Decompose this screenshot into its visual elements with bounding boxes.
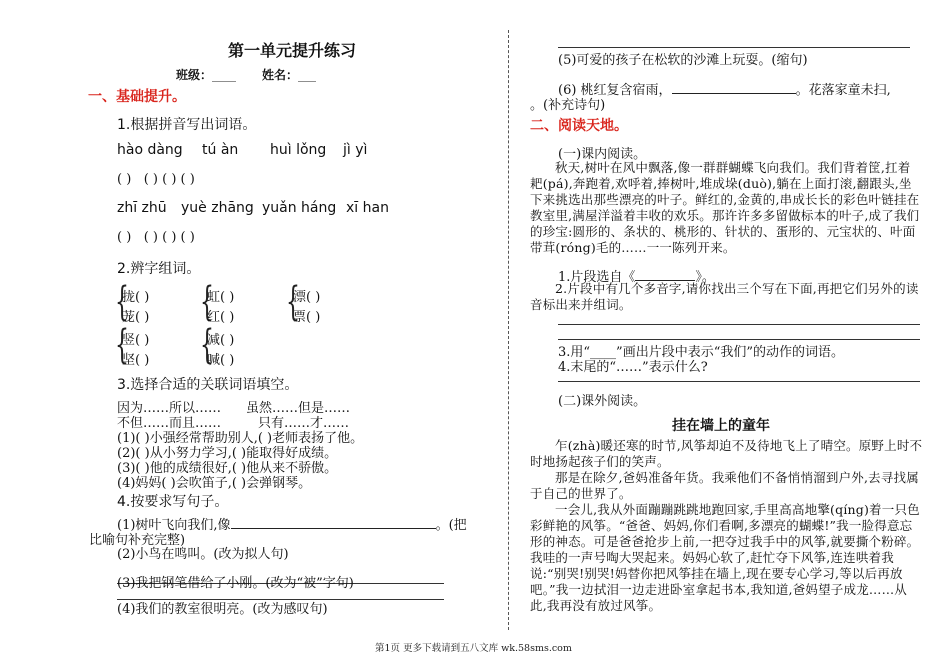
brace-icon: { bbox=[200, 322, 214, 368]
pinyin-item: jì yì bbox=[343, 142, 368, 158]
pinyin-item: tú àn bbox=[202, 142, 239, 158]
answer-line[interactable] bbox=[558, 47, 910, 48]
section-reading-heading: 二、阅读天地。 bbox=[530, 118, 628, 134]
brace-icon: { bbox=[286, 279, 300, 325]
passage-q4: 4.末尾的“……”表示什么? bbox=[558, 360, 708, 375]
brace-icon: { bbox=[115, 322, 129, 368]
page-title: 第一单元提升练习 bbox=[228, 41, 357, 60]
conjunction-option: 虽然……但是…… bbox=[246, 401, 351, 416]
passage-q3: 3.用“____”画出片段中表示“我们”的动作的词语。 bbox=[558, 345, 844, 360]
class-field bbox=[176, 66, 236, 83]
char-pair-top[interactable]: 减( ) bbox=[207, 333, 235, 348]
class-label: 班级： bbox=[176, 68, 213, 82]
q3-prompt: 3.选择合适的关联词语填空。 bbox=[117, 377, 299, 393]
answer-paren[interactable]: ( ) bbox=[117, 230, 132, 245]
story-paragraph: 那是在除夕,爸妈准备年货。我乘他们不备悄悄溜到户外,去寻找属于自己的世界了。 bbox=[530, 470, 919, 501]
class-blank: ____ bbox=[212, 68, 237, 82]
answer-line[interactable] bbox=[231, 516, 436, 529]
brace-icon: { bbox=[115, 279, 129, 325]
q2-prompt: 2.辨字组词。 bbox=[117, 261, 201, 277]
story-paragraph: 乍(zhà)暖还寒的时节,风筝却迫不及待地飞上了晴空。原野上时不时地扬起孩子们的笑声。 bbox=[530, 438, 923, 469]
sentence-task-text: (1)树叶飞向我们,像 bbox=[117, 518, 231, 533]
answer-paren[interactable]: ( ) bbox=[162, 230, 177, 245]
answer-paren[interactable]: ( ) bbox=[180, 230, 195, 245]
char-pair-bottom[interactable]: 喊( ) bbox=[207, 353, 235, 368]
passage-q2: 2.片段中有几个多音字,请你找出三个写在下面,再把它们另外的读音标出来并组词。 bbox=[530, 281, 919, 312]
pinyin-item: xī han bbox=[346, 200, 389, 216]
answer-line[interactable] bbox=[558, 324, 920, 325]
task-r5: (5)可爱的孩子在松软的沙滩上玩耍。(缩句) bbox=[558, 53, 808, 68]
name-label: 姓名： bbox=[262, 68, 299, 82]
section-basics-heading: 一、基础提升。 bbox=[88, 89, 186, 105]
sentence-task-3: (3)我把钢笔借给了小刚。(改为“被”字句) bbox=[117, 576, 354, 591]
part2-label: (二)课外阅读。 bbox=[558, 394, 647, 409]
answer-line[interactable] bbox=[672, 81, 796, 94]
sentence-task-2: (2)小鸟在鸣叫。(改为拟人句) bbox=[117, 547, 289, 562]
brace-icon: { bbox=[200, 279, 214, 325]
char-pair-bottom[interactable]: 茏( ) bbox=[122, 310, 150, 325]
answer-paren[interactable]: ( ) bbox=[143, 172, 158, 187]
char-pair-top[interactable]: 漂( ) bbox=[293, 290, 321, 305]
question-text: 》。 bbox=[695, 270, 715, 285]
poem-text: 。花落家童未扫, bbox=[795, 83, 891, 98]
pinyin-item: huì lǒng bbox=[270, 142, 327, 158]
story-title: 挂在墙上的童年 bbox=[672, 418, 770, 434]
char-pair-bottom[interactable]: 票( ) bbox=[293, 310, 321, 325]
pinyin-item: yuǎn háng bbox=[262, 200, 337, 216]
page-footer: 第1页 更多下载请到五八文库 wk.58sms.com bbox=[375, 643, 572, 654]
answer-parens-row-1[interactable] bbox=[117, 172, 195, 187]
story-paragraph: 一会儿,我从外面蹦蹦跳跳地跑回家,手里高高地擎(qíng)着一只色彩鲜艳的风筝。“爸爸、妈妈,你们看啊,多漂亮的蝴蝶!”我一脸得意忘形的神态。可是爸爸抢步上前,一把夺过我手中的风筝,就要撕个粉碎。我哇的一声号啕大哭起来。妈妈心软了,赶忙夺下风筝,连连哄着我说:“别哭!别哭!妈替你把风筝挂在墙上,现在要专心学习,等以后再放吧。”我一边拭泪一边走进卧室拿起书本,我知道,爸妈望子成龙……从此,我再没有放过风筝。 bbox=[530, 502, 920, 613]
sentence-task-text: 。(把 bbox=[435, 518, 467, 533]
fill-sentence[interactable]: (1)( )小强经常帮助别人,( )老师表扬了他。 bbox=[117, 431, 364, 446]
answer-paren[interactable]: ( ) bbox=[162, 172, 177, 187]
question-text: 1.片段选自《 bbox=[558, 270, 636, 285]
answer-paren[interactable]: ( ) bbox=[117, 172, 132, 187]
conjunction-option: 因为……所以…… bbox=[117, 401, 222, 416]
answer-line[interactable] bbox=[635, 268, 695, 281]
answer-line[interactable] bbox=[558, 381, 920, 382]
pinyin-item: zhī zhū bbox=[117, 200, 167, 216]
q1-prompt: 1.根据拼音写出词语。 bbox=[117, 117, 257, 133]
sentence-task-1-cont: 比喻句补充完整) bbox=[89, 533, 186, 548]
answer-paren[interactable]: ( ) bbox=[180, 172, 195, 187]
conjunction-option: 不但……而且…… bbox=[117, 416, 222, 431]
q4-prompt: 4.按要求写句子。 bbox=[117, 494, 229, 510]
name-field bbox=[262, 66, 316, 83]
answer-line[interactable] bbox=[558, 339, 920, 340]
answer-paren[interactable]: ( ) bbox=[143, 230, 158, 245]
poem-fill-end: 。(补充诗句) bbox=[530, 98, 606, 113]
char-pair-top[interactable]: 竖( ) bbox=[122, 333, 150, 348]
conjunction-option: 只有……才…… bbox=[258, 416, 350, 431]
char-pair-bottom[interactable]: 红( ) bbox=[207, 310, 235, 325]
sentence-task-4: (4)我们的教室很明亮。(改为感叹句) bbox=[117, 602, 328, 617]
char-pair-bottom[interactable]: 坚( ) bbox=[122, 353, 150, 368]
passage-1: 秋天,树叶在风中飘落,像一群群蝴蝶飞向我们。我们背着筐,扛着耙(pá),奔跑着,欢呼着,捧树叶,堆成垛(duò),躺在上面打滚,翻跟头,坐下来挑选出那些漂亮的叶子。鲜红的,金黄的,串成长长的彩色叶链挂在教室里,满屋洋溢着丰收的欢乐。那许许多多留做标本的叶子,成了我们的珍宝:圆形的、条状的、桃形的、针状的、蛋形的、元宝状的、叶面带茸(róng)毛的……一一陈列开来。 bbox=[530, 160, 920, 255]
fill-sentence[interactable]: (4)妈妈( )会吹笛子,( )会弹钢琴。 bbox=[117, 476, 312, 491]
column-divider bbox=[508, 30, 509, 630]
poem-text: (6) 桃红复含宿雨， bbox=[558, 83, 672, 98]
part1-label: (一)课内阅读。 bbox=[558, 147, 647, 162]
fill-sentence[interactable]: (2)( )从小努力学习,( )能取得好成绩。 bbox=[117, 446, 338, 461]
name-blank: ___ bbox=[298, 68, 317, 82]
char-pair-top[interactable]: 虹( ) bbox=[207, 290, 235, 305]
char-pair-top[interactable]: 拢( ) bbox=[122, 290, 150, 305]
answer-parens-row-2[interactable] bbox=[117, 230, 195, 245]
fill-sentence[interactable]: (3)( )他的成绩很好,( )他从来不骄傲。 bbox=[117, 461, 338, 476]
pinyin-item: hào dàng bbox=[117, 142, 183, 158]
poem-fill bbox=[558, 79, 891, 98]
pinyin-item: yuè zhāng bbox=[181, 200, 254, 216]
